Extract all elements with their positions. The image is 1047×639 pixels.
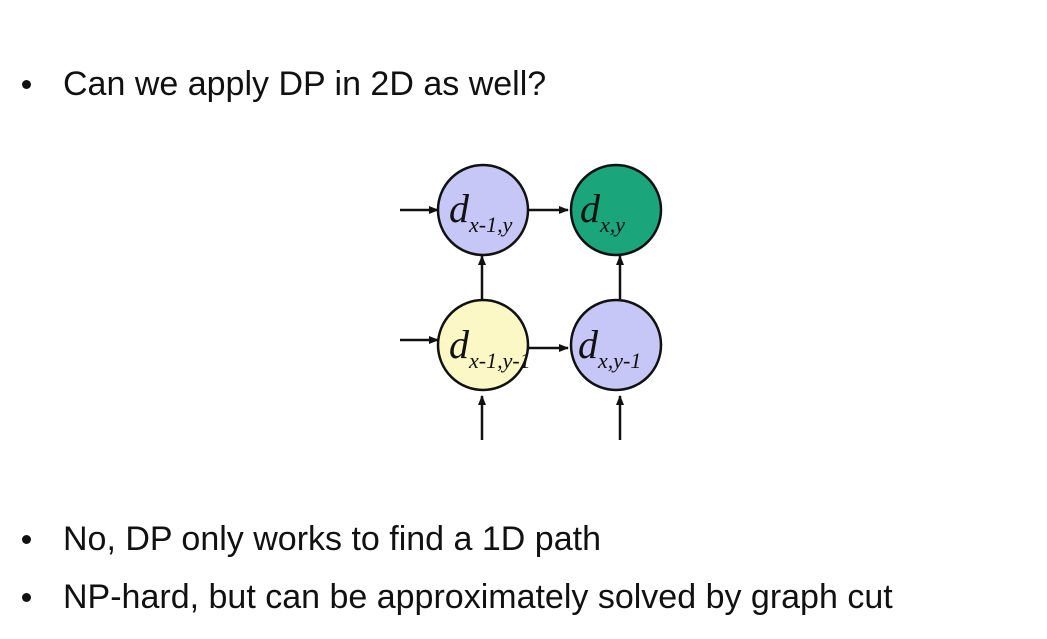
node-top-right xyxy=(571,165,661,255)
bullet-text-1: Can we apply DP in 2D as well? xyxy=(63,65,547,103)
node-label-main: d xyxy=(449,186,469,231)
node-label-subscript: x-1,y xyxy=(469,212,513,237)
bullet-dot xyxy=(22,593,31,602)
bullet-text-3: NP-hard, but can be approximately solved by graph cut xyxy=(63,578,893,616)
node-label-subscript: x,y xyxy=(600,212,626,237)
node-label-main: d xyxy=(580,186,600,231)
node-label-main: d xyxy=(578,322,598,367)
bullet-item-2 xyxy=(22,519,601,559)
node-label-subscript: x-1,y-1 xyxy=(469,348,531,373)
node-bottom-left xyxy=(438,300,531,390)
bullet-dot xyxy=(22,535,31,544)
node-bottom-right xyxy=(571,300,661,390)
node-label-main: d xyxy=(449,322,469,367)
node-label-subscript: x,y-1 xyxy=(598,348,642,373)
bullet-text-2: No, DP only works to find a 1D path xyxy=(63,520,601,558)
node-top-left xyxy=(438,165,528,255)
bullet-item-3 xyxy=(22,577,893,617)
